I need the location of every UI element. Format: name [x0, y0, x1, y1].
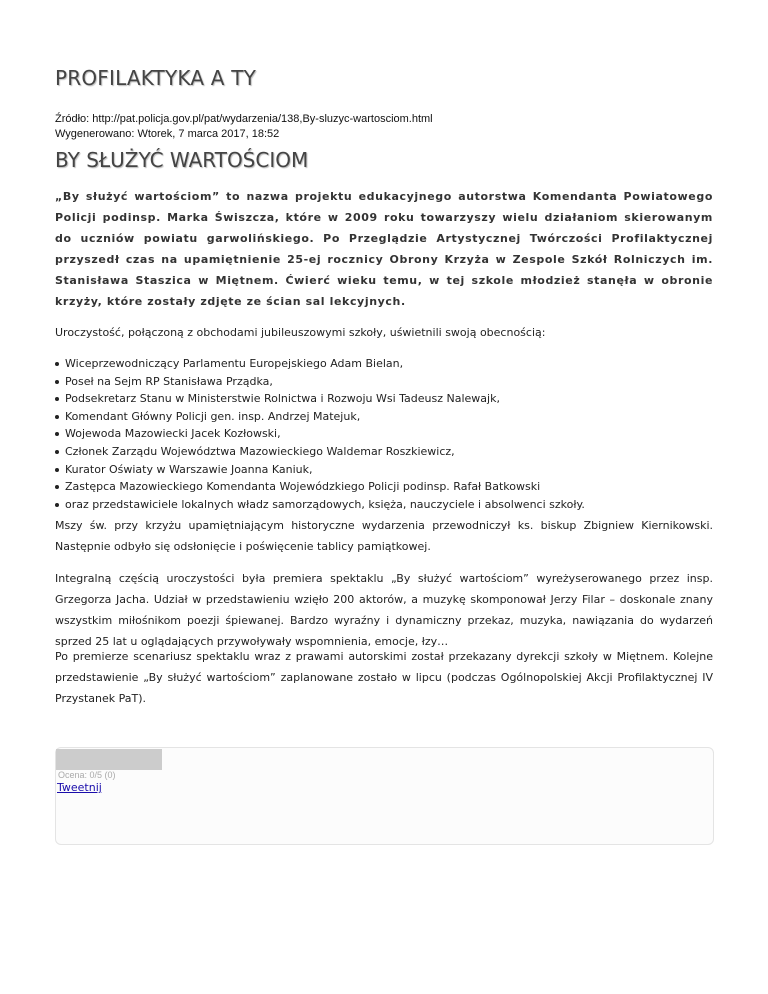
generated-line: Wygenerowano: Wtorek, 7 marca 2017, 18:52 — [55, 128, 280, 140]
rating-label: Ocena: 0/5 (0) — [58, 770, 116, 780]
article-paragraph: Po premierze scenariusz spektaklu wraz z prawami autorskimi został przekazany dyrekcji szkoły w Miętnem. Kolejne przedstawienie „By służyć wartościom” zaplanowane zostało w lipcu (podczas Ogólnopolskiej Akcji Profilaktycznej IV Przystanek PaT). — [55, 650, 713, 705]
site-title: PROFILAKTYKA A TY — [55, 66, 257, 90]
rating-share-panel — [55, 747, 714, 845]
guest-list — [55, 355, 585, 513]
article-lead: „By służyć wartościom” to nazwa projektu edukacyjnego autorstwa Komendanta Powiatowego Policji podinsp. Marka Świszcza, które w 2009 roku towarzyszy wielu działaniom skierowanym do uczniów powiatu garwolińskiego. Po Przeglądzie Artystycznej Twórczości Profilaktycznej przyszedł czas na upamiętnienie 25-ej rocznicy Obrony Krzyża w Zespole Szkół Rolniczych im. Stanisława Staszica w Miętnem. Ćwierć wieku temu, w tej szkole młodzież stanęła w obronie krzyży, które zostały zdjęte ze ścian sal lekcyjnych. — [55, 190, 713, 308]
document-meta — [55, 112, 433, 142]
tweet-link[interactable]: Tweetnij — [57, 781, 102, 794]
list-item: Kurator Oświaty w Warszawie Joanna Kaniuk, — [55, 461, 585, 479]
list-item: Członek Zarządu Województwa Mazowieckiego Waldemar Roszkiewicz, — [55, 443, 585, 461]
article-paragraph: Integralną częścią uroczystości była premiera spektaklu „By służyć wartościom” wyreżyserowanego przez insp. Grzegorza Jacha. Udział w przedstawieniu wzięło 200 aktorów, a muzykę skomponował Jerzy Filar – doskonale znany wszystkim miłośnikom poezji śpiewanej. Bardzo wyraźny i dynamiczny przekaz, muzyka, nawiązania do wydarzeń sprzed 25 lat u oglądających przywoływały wspomnienia, emocje, łzy… — [55, 572, 713, 648]
rating-stars-bar[interactable] — [56, 749, 162, 770]
source-line: Źródło: http://pat.policja.gov.pl/pat/wydarzenia/138,By-sluzyc-wartosciom.html — [55, 113, 433, 125]
list-item: Poseł na Sejm RP Stanisława Prządka, — [55, 373, 585, 391]
list-item: Wojewoda Mazowiecki Jacek Kozłowski, — [55, 425, 585, 443]
article-title: BY SŁUŻYĆ WARTOŚCIOM — [55, 148, 309, 172]
list-item: Podsekretarz Stanu w Ministerstwie Rolnictwa i Rozwoju Wsi Tadeusz Nalewajk, — [55, 390, 585, 408]
list-item: Wiceprzewodniczący Parlamentu Europejskiego Adam Bielan, — [55, 355, 585, 373]
article-intro: Uroczystość, połączoną z obchodami jubileuszowymi szkoły, uświetnili swoją obecnością: — [55, 326, 546, 339]
list-item: oraz przedstawiciele lokalnych władz samorządowych, księża, nauczyciele i absolwenci szkoły. — [55, 496, 585, 514]
list-item: Zastępca Mazowieckiego Komendanta Wojewódzkiego Policji podinsp. Rafał Batkowski — [55, 478, 585, 496]
list-item: Komendant Główny Policji gen. insp. Andrzej Matejuk, — [55, 408, 585, 426]
article-paragraph: Mszy św. przy krzyżu upamiętniającym historyczne wydarzenia przewodniczył ks. biskup Zbigniew Kiernikowski. Następnie odbyło się odsłonięcie i poświęcenie tablicy pamiątkowej. — [55, 519, 713, 553]
